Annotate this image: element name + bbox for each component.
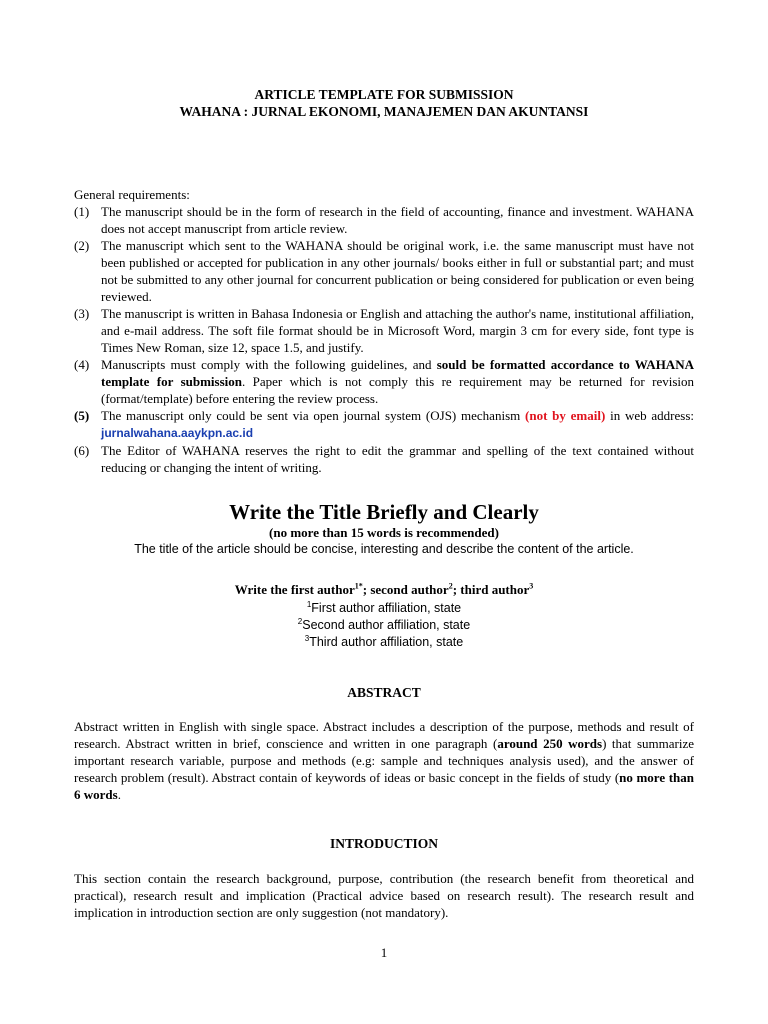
document-header (74, 86, 694, 120)
abstract-heading: ABSTRACT (347, 685, 421, 700)
author-text: ; second author (362, 582, 449, 597)
author-line (74, 581, 694, 598)
affiliation-3 (74, 634, 694, 651)
author-superscript: 1* (354, 581, 363, 591)
abstract-text: ) that summarize important research variable, purpose and methods (e.g: sample and techniques analysis used), and the answer of research problem (result). Abstract contain of keywords of ideas or basic concept in the fields of study ( (74, 736, 694, 785)
title-note: (no more than 15 words is recommended) (269, 525, 499, 540)
affiliation-text: Second author affiliation, state (302, 618, 471, 632)
requirement-number: (1) (74, 204, 90, 219)
ojs-web-address-link[interactable]: jurnalwahana.aaykpn.ac.id (101, 426, 254, 440)
requirement-text (101, 407, 694, 442)
requirement-text (101, 356, 694, 407)
abstract-bold-text: around 250 words (497, 736, 603, 751)
requirement-text: The manuscript is written in Bahasa Indonesia or English and attaching the author's name, institutional affiliation, and e-mail address. The soft file format should be in Microsoft Word, margin 3 cm for every side, font type is Times New Roman, size 12, space 1.5, and justify. (101, 306, 694, 355)
requirement-text-part: in web address: (605, 408, 694, 423)
requirement-number: (2) (74, 238, 90, 253)
requirement-item (74, 237, 694, 305)
author-superscript: 3 (529, 581, 534, 591)
affiliation-1 (74, 600, 694, 617)
page-number: 1 (380, 945, 388, 960)
introduction-heading: INTRODUCTION (329, 836, 438, 851)
requirement-text-part: Manuscripts must comply with the following guidelines, and (101, 357, 437, 372)
abstract-paragraph (74, 718, 694, 803)
requirement-text-part: The manuscript only could be sent via open journal system (OJS) mechanism (101, 408, 526, 423)
requirement-item (74, 407, 694, 442)
affiliation-text: First author affiliation, state (311, 601, 462, 615)
requirement-item (74, 203, 694, 237)
affiliation-superscript: 1 (306, 599, 312, 609)
affiliation-superscript: 3 (304, 633, 310, 643)
requirement-item (74, 442, 694, 476)
abstract-text: . (117, 787, 121, 802)
affiliation-superscript: 2 (297, 616, 303, 626)
requirement-number: (6) (74, 443, 90, 458)
affiliation-text: Third author affiliation, state (309, 635, 464, 649)
requirement-number: (3) (74, 306, 90, 321)
introduction-paragraph: This section contain the research background, purpose, contribution (the research benefit from theoretical and practical), research result and implication (Practical advice based on research result). The research result and implication in introduction section are only suggestion (not mandatory). (74, 871, 694, 920)
title-description: The title of the article should be concise, interesting and describe the content of the article. (134, 542, 634, 556)
requirement-number: (4) (74, 357, 90, 372)
requirement-number: (5) (74, 408, 90, 423)
header-line-2: WAHANA : JURNAL EKONOMI, MANAJEMEN DAN AKUNTANSI (179, 104, 589, 119)
header-line-1: ARTICLE TEMPLATE FOR SUBMISSION (254, 87, 514, 102)
author-text: Write the first author (234, 582, 355, 597)
requirement-item (74, 305, 694, 356)
requirement-text: The manuscript which sent to the WAHANA should be original work, i.e. the same manuscript must have not been published or accepted for publication in any other journals/ books either in full or substantial part; and must not be submitted to any other journal for concurrent publication or being considered for publication or even being reviewed. (101, 238, 694, 304)
article-title: Write the Title Briefly and Clearly (229, 500, 539, 524)
author-text: ; third author (452, 582, 530, 597)
requirement-text: The Editor of WAHANA reserves the right to edit the grammar and spelling of the text contained without reducing or changing the intent of writing. (101, 443, 694, 475)
general-requirements (74, 186, 694, 476)
not-by-email-note: (not by email) (525, 408, 606, 423)
author-superscript: 2 (448, 581, 453, 591)
general-heading: General requirements: (74, 187, 190, 202)
abstract-text: Abstract written in English with single space. Abstract includes a description of the purpose, methods and result of research. Abstract written in brief, conscience and written in one paragraph ( (74, 719, 694, 751)
requirement-bold-text: sould be formatted accordance to WAHANA template for submission (101, 357, 694, 389)
abstract-bold-text: no more than 6 words (74, 770, 694, 802)
affiliation-2 (74, 617, 694, 634)
requirement-text: The manuscript should be in the form of research in the field of accounting, finance and investment. WAHANA does not accept manuscript from article review. (101, 204, 694, 236)
requirement-text-part: . Paper which is not comply this re requirement may be returned for revision (format/template) before entering the review process. (101, 374, 694, 406)
requirement-item (74, 356, 694, 407)
